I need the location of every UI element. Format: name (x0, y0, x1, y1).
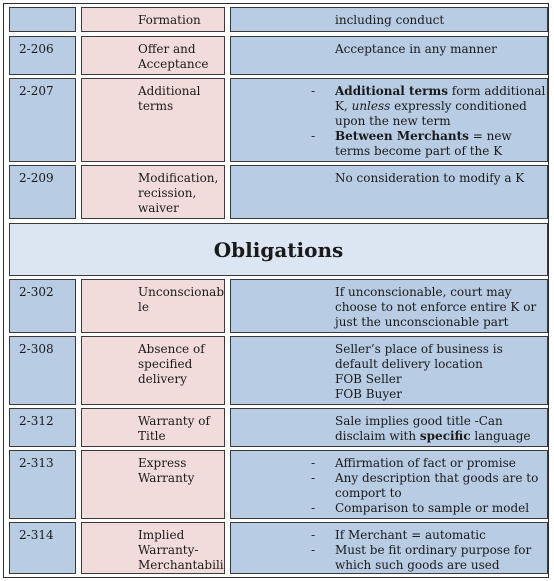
table-frame (3, 3, 549, 578)
rule-text (311, 456, 547, 516)
section-code: 2-209 (19, 171, 54, 185)
list-item: - Comparison to sample or model (311, 501, 530, 515)
topic-cell (81, 165, 225, 219)
list-item: - Additional terms form additional K, unless expressly conditioned upon the new term (311, 84, 546, 128)
rule-list (311, 528, 547, 573)
topic-cell (81, 522, 225, 574)
section-code-cell (9, 7, 76, 32)
topic-label: Absence of specified delivery (138, 342, 205, 386)
section-heading: Obligations (213, 238, 344, 262)
topic-label: Additional terms (138, 84, 201, 113)
rule-cell (230, 522, 548, 574)
section-code: 2-207 (19, 84, 54, 98)
topic-cell (81, 450, 225, 519)
rule-text (311, 528, 547, 573)
topic-label: Express Warranty (138, 456, 195, 485)
rule-line: FOB Seller (335, 372, 402, 386)
section-code: 2-302 (19, 285, 54, 299)
section-code-cell (9, 165, 76, 219)
rule-cell (230, 36, 548, 75)
rule-list (311, 84, 547, 159)
list-item: - Must be fit ordinary purpose for which such goods are used (311, 543, 532, 572)
rule-cell (230, 7, 548, 32)
topic-cell (81, 408, 225, 447)
rule-text: Acceptance in any manner (335, 42, 497, 56)
section-code-cell (9, 36, 76, 75)
section-code-cell (9, 336, 76, 405)
topic-label: Modification, recission, waiver (138, 171, 219, 215)
rule-cell (230, 279, 548, 333)
topic-cell (81, 7, 225, 32)
rule-text: No consideration to modify a K (335, 171, 525, 185)
rule-text (311, 84, 547, 159)
section-code: 2-308 (19, 342, 54, 356)
rule-cell (230, 336, 548, 405)
list-item: - Affirmation of fact or promise (311, 456, 516, 470)
rule-cell (230, 408, 548, 447)
section-code: 2-312 (19, 414, 54, 428)
rule-line: Seller’s place of business is default delivery location (335, 342, 503, 371)
rule-text: If unconscionable, court may choose to not enforce entire K or just the unconscionable part (335, 285, 537, 329)
section-code-cell (9, 450, 76, 519)
topic-label: Unconscionab le (138, 285, 225, 314)
rule-cell (230, 450, 548, 519)
rule-line: FOB Buyer (335, 387, 402, 401)
rule-text (335, 342, 545, 402)
rule-list (311, 456, 547, 516)
section-code: 2-313 (19, 456, 54, 470)
rule-cell (230, 78, 548, 162)
section-code-cell (9, 279, 76, 333)
topic-label: Warranty of Title (138, 414, 210, 443)
section-code: 2-314 (19, 528, 54, 542)
section-code-cell (9, 78, 76, 162)
rule-text: including conduct (335, 13, 445, 27)
topic-cell (81, 279, 225, 333)
topic-label: Offer and Acceptance (138, 42, 209, 71)
list-item: - If Merchant = automatic (311, 528, 486, 542)
rule-text: Sale implies good title -Can disclaim with specific language (335, 414, 531, 443)
topic-cell (81, 336, 225, 405)
section-code: 2-206 (19, 42, 54, 56)
section-code-cell (9, 522, 76, 574)
topic-cell (81, 78, 225, 162)
section-banner (9, 223, 548, 276)
topic-label: Implied Warranty- Merchantabili (138, 528, 224, 572)
rule-cell (230, 165, 548, 219)
topic-cell (81, 36, 225, 75)
topic-label: Formation (138, 13, 201, 27)
section-code-cell (9, 408, 76, 447)
list-item: - Between Merchants = new terms become part of the K (311, 129, 512, 158)
list-item: - Any description that goods are to comport to (311, 471, 539, 500)
